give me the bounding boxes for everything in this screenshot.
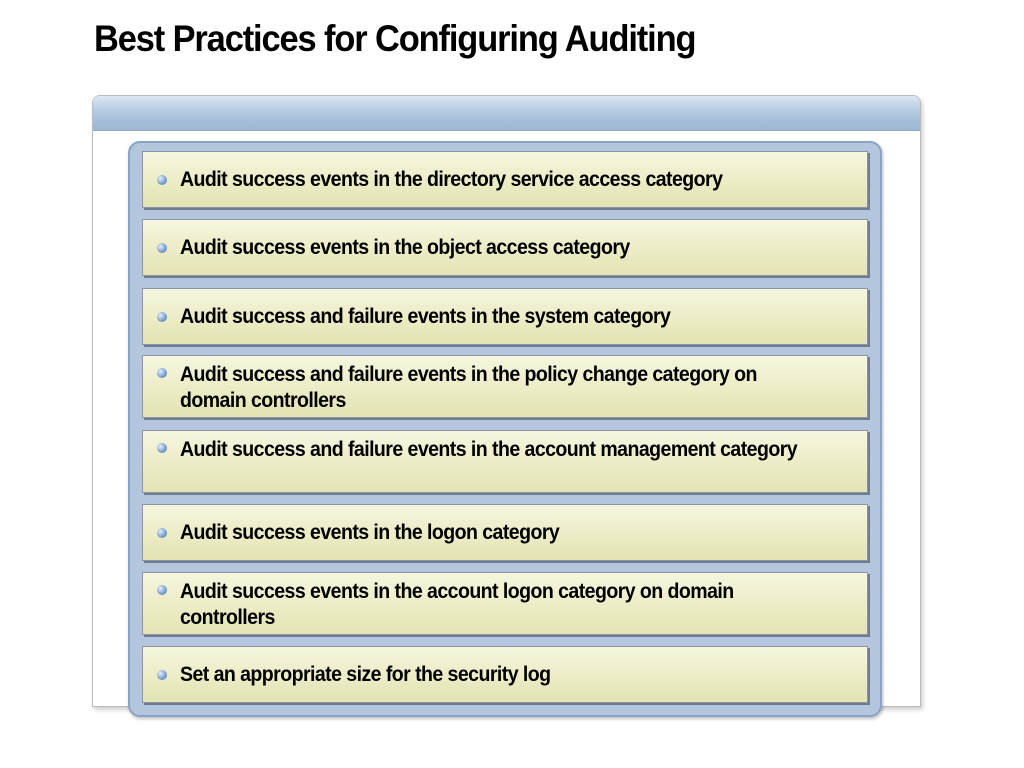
list-item — [142, 288, 868, 345]
list-item — [142, 355, 868, 418]
list-item — [142, 572, 868, 635]
bullet-icon — [157, 528, 167, 538]
list-item-text: Audit success events in the directory service access category — [180, 167, 723, 191]
list-item — [142, 151, 868, 208]
list-item — [142, 504, 868, 561]
bullet-icon — [157, 243, 167, 253]
list-item-text: Audit success events in the account logon category on domain controllers — [180, 580, 734, 629]
list-item — [142, 430, 868, 493]
bullet-icon — [157, 443, 167, 453]
list-item-text: Audit success events in the object access category — [180, 235, 630, 259]
bullet-icon — [157, 312, 167, 322]
bullet-icon — [157, 670, 167, 680]
list-item — [142, 646, 868, 703]
bullet-icon — [157, 368, 167, 378]
list-item-text: Audit success events in the logon category — [180, 520, 560, 544]
list-item — [142, 219, 868, 276]
list-item-text: Audit success and failure events in the system category — [180, 304, 671, 328]
bullet-icon — [157, 175, 167, 185]
list-item-text: Audit success and failure events in the account management category — [180, 438, 798, 461]
slide-title: Best Practices for Configuring Auditing — [94, 18, 696, 59]
list-item-text: Audit success and failure events in the policy change category on domain controllers — [180, 363, 757, 412]
frame-header-bar — [93, 96, 920, 131]
list-item-text: Set an appropriate size for the security log — [180, 662, 551, 686]
bullet-icon — [157, 585, 167, 595]
